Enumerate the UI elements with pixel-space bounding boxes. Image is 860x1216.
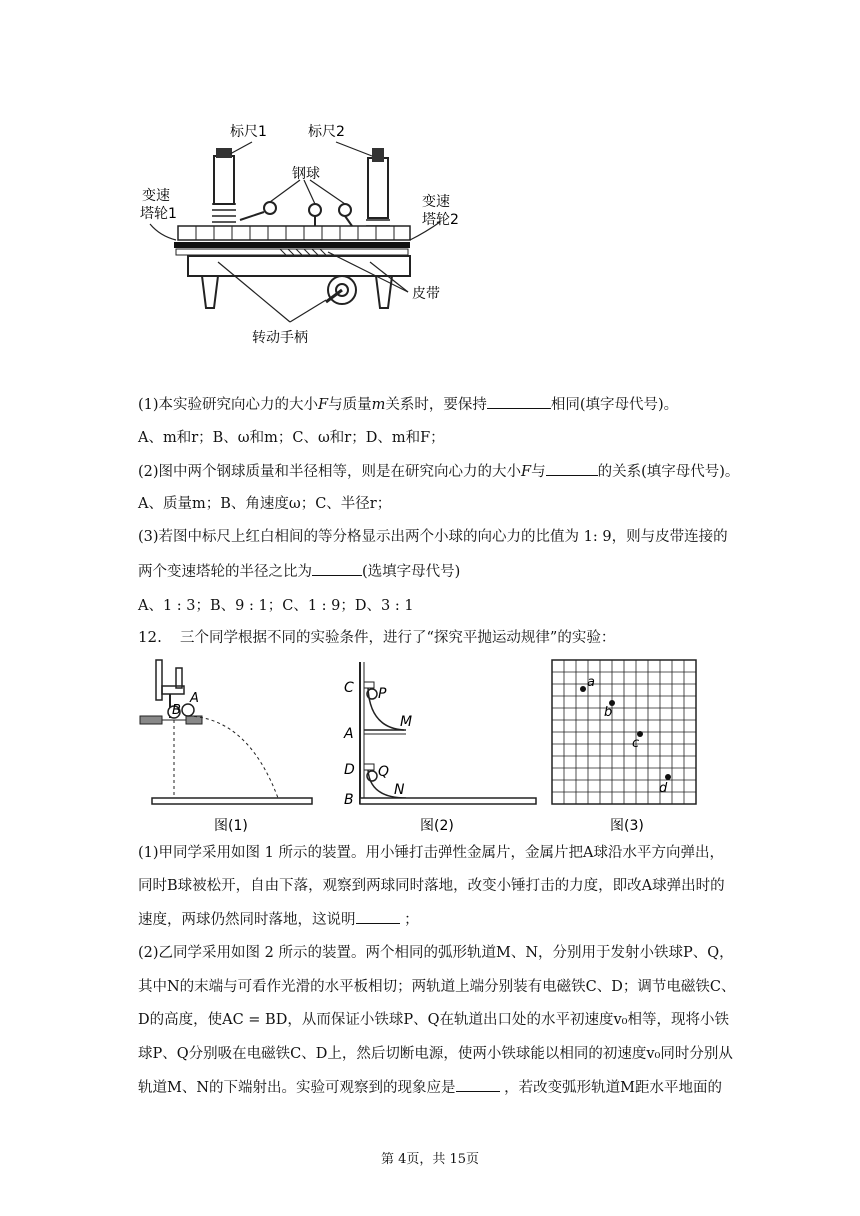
q11-part2: (2)图中两个钢球质量和半径相等，则是在研究向心力的大小F与 的关系(填字母代号)。 bbox=[138, 461, 739, 482]
q12-s2-line3: D的高度，使AC = BD，从而保证小铁球P、Q在轨道出口处的水平初速度v₀相等，现将小铁 bbox=[138, 1012, 729, 1028]
label-handle: 转动手柄 bbox=[252, 330, 308, 346]
page-footer: 第 4页，共 15页 bbox=[380, 1152, 480, 1167]
answer-blank-3[interactable] bbox=[312, 561, 362, 576]
fig3-label-c: c bbox=[632, 736, 640, 751]
fig3-caption: 图(3) bbox=[610, 818, 644, 834]
answer-blank-1[interactable] bbox=[487, 394, 551, 409]
fig2-label-M: M bbox=[400, 714, 413, 730]
q12-s2-line1: (2)乙同学采用如图 2 所示的装置。两个相同的弧形轨道M、N，分别用于发射小铁球P、Q， bbox=[138, 945, 734, 961]
fig2-label-C: C bbox=[344, 680, 354, 696]
fig2-caption: 图(2) bbox=[420, 818, 454, 834]
q12-s2-line2: 其中N的末端与可看作光滑的水平板相切；两轨道上端分别装有电磁铁C、D；调节电磁铁C、 bbox=[138, 979, 736, 995]
q12-s2-line4: 球P、Q分别吸在电磁铁C、D上，然后切断电源，使两小铁球能以相同的初速度v₀同时分别从 bbox=[138, 1046, 733, 1062]
label-steel-ball: 钢球 bbox=[292, 166, 320, 182]
figure-2-apparatus bbox=[340, 658, 540, 838]
fig3-label-b: b bbox=[604, 705, 613, 720]
fig3-label-d: d bbox=[659, 781, 668, 796]
q11-part1-options: A、m和r；B、ω和m；C、ω和r；D、m和F； bbox=[138, 430, 445, 446]
label-pulley1-b: 塔轮1 bbox=[140, 206, 177, 222]
label-belt: 皮带 bbox=[412, 286, 440, 302]
fig2-label-B: B bbox=[344, 792, 354, 808]
q12-s2-line5: 轨道M、N的下端射出。实验可观察到的现象应是 ，若改变弧形轨道M距水平地面的 bbox=[138, 1077, 722, 1098]
q11-part3-line1: (3)若图中标尺上红白相间的等分格显示出两个小球的向心力的比值为 1: 9，则与皮带连接的 bbox=[138, 529, 728, 545]
answer-blank-5[interactable] bbox=[456, 1077, 500, 1092]
q12-s1-line1: (1)甲同学采用如图 1 所示的装置。用小锤打击弹性金属片，金属片把A球沿水平方向弹出， bbox=[138, 845, 724, 861]
q11-part1: (1)本实验研究向心力的大小F与质量m关系时，要保持 相同(填字母代号)。 bbox=[138, 394, 678, 415]
fig1-label-A: A bbox=[190, 691, 199, 706]
fig2-label-A: A bbox=[344, 726, 354, 742]
q12-s1-line2: 同时B球被松开，自由下落，观察到两球同时落地，改变小锤打击的力度，即改A球弹出时的 bbox=[138, 878, 725, 894]
q11-part3-options: A、1 : 3；B、9 : 1；C、1 : 9；D、3 : 1 bbox=[138, 598, 414, 614]
q12-s1-line3: 速度，两球仍然同时落地，这说明 ； bbox=[138, 909, 419, 930]
q11-part2-options: A、质量m；B、角速度ω；C、半径r； bbox=[138, 496, 392, 512]
figure-3-grid bbox=[550, 658, 700, 838]
fig2-label-N: N bbox=[394, 782, 405, 798]
label-pulley2-b: 塔轮2 bbox=[422, 212, 459, 228]
label-pulley2-a: 变速 bbox=[422, 194, 450, 210]
fig2-label-Q: Q bbox=[378, 764, 390, 780]
answer-blank-2[interactable] bbox=[546, 461, 598, 476]
figure-1-apparatus bbox=[138, 658, 318, 838]
fig1-label-B: B bbox=[172, 703, 181, 718]
q11-part3-line2: 两个变速塔轮的半径之比为 (选填字母代号) bbox=[138, 561, 460, 582]
q12-intro: 三个同学根据不同的实验条件，进行了“探究平抛运动规律”的实验： bbox=[180, 630, 616, 646]
label-ruler2: 标尺2 bbox=[308, 124, 345, 140]
q12-number: 12. bbox=[138, 628, 162, 646]
fig2-label-P: P bbox=[378, 686, 387, 702]
fig3-label-a: a bbox=[587, 675, 595, 690]
label-pulley1-a: 变速 bbox=[142, 188, 170, 204]
fig1-caption: 图(1) bbox=[214, 818, 248, 834]
label-ruler1: 标尺1 bbox=[230, 124, 267, 140]
centripetal-apparatus-figure bbox=[140, 112, 480, 362]
answer-blank-4[interactable] bbox=[356, 909, 400, 924]
fig2-label-D: D bbox=[344, 762, 355, 778]
